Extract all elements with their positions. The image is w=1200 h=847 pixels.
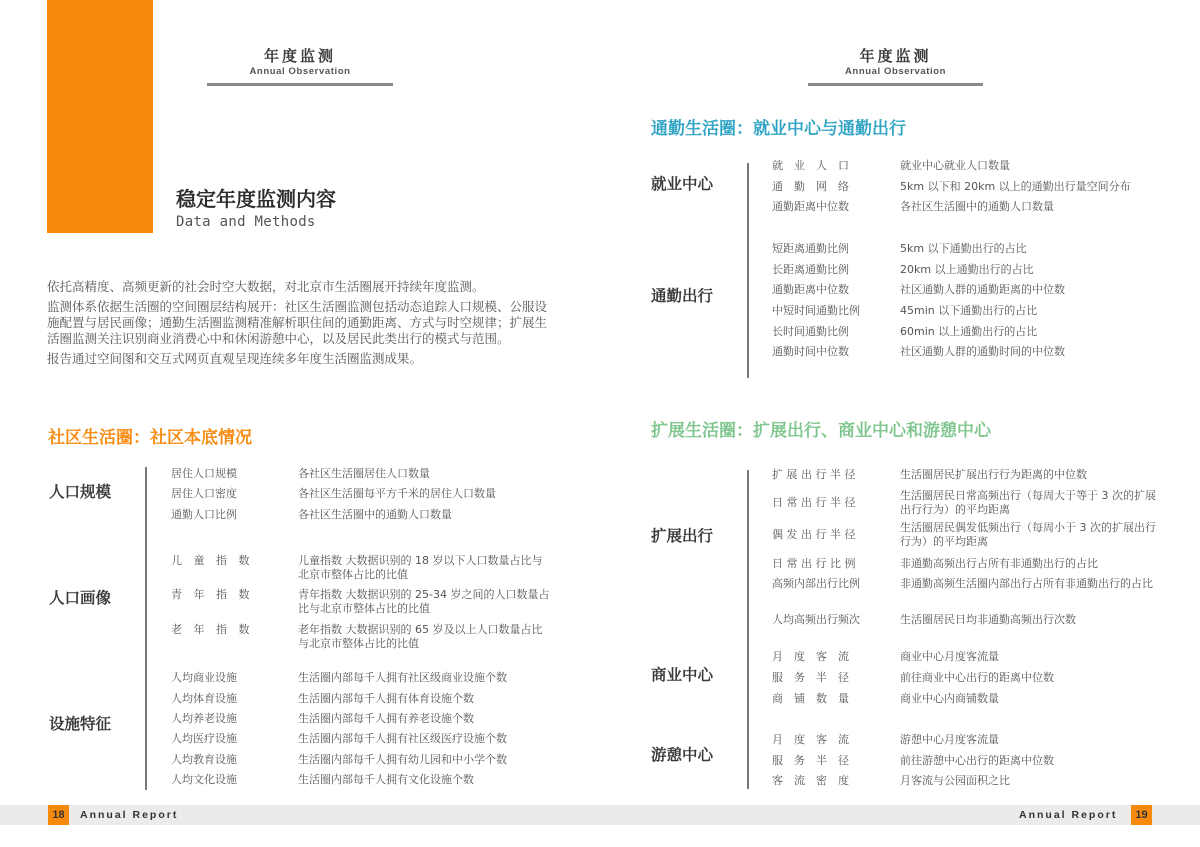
metric-name: 服 务 半 径 xyxy=(772,671,849,684)
metric-desc: 社区通勤人群的通勤时间的中位数 xyxy=(900,345,1065,358)
table-row xyxy=(772,180,1170,194)
metric-desc: 商业中心内商铺数量 xyxy=(900,692,999,705)
metric-desc: 生活圈居民扩展出行行为距离的中位数 xyxy=(900,468,1087,481)
metric-desc: 生活圈内部每千人拥有社区级医疗设施个数 xyxy=(298,732,507,745)
table-row xyxy=(772,263,1170,277)
table-row xyxy=(772,521,1158,549)
metric-name: 居住人口规模 xyxy=(171,467,237,480)
metric-desc: 就业中心就业人口数量 xyxy=(900,159,1010,172)
header-title-en: Annual Observation xyxy=(249,66,351,77)
metric-desc: 各社区生活圈居住人口数量 xyxy=(298,467,430,480)
table-row xyxy=(171,732,558,746)
metric-name: 老 年 指 数 xyxy=(171,623,254,636)
metric-desc: 各社区生活圈中的通勤人口数量 xyxy=(900,200,1054,213)
header-rule xyxy=(808,83,983,86)
metric-desc: 5km 以下通勤出行的占比 xyxy=(900,242,1027,255)
metric-name: 长时间通勤比例 xyxy=(772,325,849,338)
page-number-right: 19 xyxy=(1131,805,1152,825)
group-label-extended-travel: 扩展出行 xyxy=(651,527,714,545)
metric-desc: 60min 以上通勤出行的占比 xyxy=(900,325,1038,338)
table-row xyxy=(772,650,1158,664)
page-subtitle: Data and Methods xyxy=(176,214,316,230)
divider-line xyxy=(747,163,749,378)
table-row xyxy=(772,613,1158,627)
header-rule xyxy=(207,83,393,86)
metric-name: 青 年 指 数 xyxy=(171,588,254,601)
group-label-population-scale: 人口规模 xyxy=(49,483,112,501)
metric-desc: 生活圈内部每千人拥有养老设施个数 xyxy=(298,712,474,725)
metric-name: 人均体育设施 xyxy=(171,692,237,705)
metric-name: 通勤时间中位数 xyxy=(772,345,849,358)
header-title-en: Annual Observation xyxy=(844,66,947,77)
intro-text xyxy=(47,279,557,371)
metric-name: 人均商业设施 xyxy=(171,671,237,684)
orange-accent-bar xyxy=(47,0,153,233)
table-row xyxy=(171,692,558,706)
metric-name: 日 常 出 行 半 径 xyxy=(772,496,856,509)
metric-name: 人均医疗设施 xyxy=(171,732,237,745)
metric-desc: 各社区生活圈中的通勤人口数量 xyxy=(298,508,452,521)
table-row xyxy=(772,577,1158,591)
page-title: 稳定年度监测内容 xyxy=(176,187,336,211)
table-row xyxy=(171,487,558,501)
metric-desc: 非通勤高频出行占所有非通勤出行的占比 xyxy=(900,557,1098,570)
table-row xyxy=(171,753,558,767)
table-row xyxy=(772,159,1170,173)
metric-name: 长距离通勤比例 xyxy=(772,263,849,276)
table-row xyxy=(772,489,1158,517)
page-number-left: 18 xyxy=(48,805,69,825)
metric-name: 扩 展 出 行 半 径 xyxy=(772,468,856,481)
metric-name: 商 铺 数 量 xyxy=(772,692,849,705)
table-row xyxy=(171,773,558,787)
metric-desc: 社区通勤人群的通勤距离的中位数 xyxy=(900,283,1065,296)
table-row xyxy=(772,242,1170,256)
metric-name: 服 务 半 径 xyxy=(772,754,849,767)
table-row xyxy=(772,754,1158,768)
table-row xyxy=(772,733,1158,747)
table-row xyxy=(171,623,553,651)
group-label-population-profile: 人口画像 xyxy=(49,589,112,607)
intro-paragraph: 监测体系依据生活圈的空间圈层结构展开：社区生活圈监测包括动态追踪人口规模、公服设施配置与居民画像；通勤生活圈监测精准解析职住间的通勤距离、方式与时空规律；扩展生活圈监测关注识别商业消费心中和休闲游憩中心，以及居民此类出行的模式与范围。 xyxy=(47,299,548,346)
metric-name: 高频内部出行比例 xyxy=(772,577,860,590)
metric-desc: 生活圈内部每千人拥有文化设施个数 xyxy=(298,773,474,786)
footer-label-left: Annual Report xyxy=(80,809,179,821)
table-row xyxy=(171,588,553,616)
right-page-header xyxy=(808,47,983,86)
metric-name: 儿 童 指 数 xyxy=(171,554,254,567)
section-title-extended: 扩展生活圈：扩展出行、商业中心和游憩中心 xyxy=(651,421,991,441)
metric-name: 日 常 出 行 比 例 xyxy=(772,557,856,570)
table-row xyxy=(772,200,1170,214)
table-row xyxy=(772,557,1158,571)
divider-line xyxy=(747,470,749,789)
left-page-header xyxy=(207,47,393,86)
metric-name: 偶 发 出 行 半 径 xyxy=(772,528,856,541)
metric-name: 月 度 客 流 xyxy=(772,733,849,746)
header-title-cn: 年度监测 xyxy=(859,47,932,65)
group-label-employment-center: 就业中心 xyxy=(651,175,714,193)
metric-name: 短距离通勤比例 xyxy=(772,242,849,255)
metric-desc: 月客流与公园面积之比 xyxy=(900,774,1010,787)
metric-name: 通勤人口比例 xyxy=(171,508,237,521)
table-row xyxy=(772,283,1170,297)
table-row xyxy=(171,467,558,481)
metric-name: 通勤距离中位数 xyxy=(772,200,849,213)
table-row xyxy=(772,692,1158,706)
metric-name: 通勤距离中位数 xyxy=(772,283,849,296)
metric-desc: 45min 以下通勤出行的占比 xyxy=(900,304,1038,317)
metric-name: 人均养老设施 xyxy=(171,712,237,725)
table-row xyxy=(772,325,1170,339)
divider-line xyxy=(145,467,147,790)
section-title-commute: 通勤生活圈：就业中心与通勤出行 xyxy=(651,119,906,139)
header-title-cn: 年度监测 xyxy=(263,47,336,65)
metric-name: 人均文化设施 xyxy=(171,773,237,786)
metric-desc: 5km 以下和 20km 以上的通勤出行量空间分布 xyxy=(900,180,1131,193)
table-row xyxy=(171,712,558,726)
intro-paragraph: 依托高精度、高频更新的社会时空大数据，对北京市生活圈展开持续年度监测。 xyxy=(47,279,485,294)
metric-desc: 生活圈居民日常高频出行（每周大于等于 3 次的扩展出行行为）的平均距离 xyxy=(900,489,1156,516)
metric-desc: 游憩中心月度客流量 xyxy=(900,733,999,746)
section-title-community: 社区生活圈：社区本底情况 xyxy=(48,428,252,448)
group-label-facilities: 设施特征 xyxy=(49,715,112,733)
table-row xyxy=(772,345,1170,359)
metric-desc: 各社区生活圈每平方千米的居住人口数量 xyxy=(298,487,496,500)
metric-desc: 商业中心月度客流量 xyxy=(900,650,999,663)
group-label-recreation-center: 游憩中心 xyxy=(651,746,714,764)
metric-name: 月 度 客 流 xyxy=(772,650,849,663)
metric-desc: 前往游憩中心出行的距离中位数 xyxy=(900,754,1054,767)
metric-desc: 儿童指数 大数据识别的 18 岁以下人口数量占比与北京市整体占比的比值 xyxy=(298,554,543,581)
metric-desc: 前往商业中心出行的距离中位数 xyxy=(900,671,1054,684)
table-row xyxy=(171,554,553,582)
metric-name: 中短时间通勤比例 xyxy=(772,304,860,317)
group-label-commute-travel: 通勤出行 xyxy=(651,287,714,305)
metric-name: 客 流 密 度 xyxy=(772,774,849,787)
intro-paragraph: 报告通过空间图和交互式网页直观呈现连续多年度生活圈监测成果。 xyxy=(47,351,423,366)
metric-desc: 生活圈内部每千人拥有幼儿园和中小学个数 xyxy=(298,753,507,766)
table-row xyxy=(772,671,1158,685)
page-title-block xyxy=(176,186,336,232)
metric-desc: 生活圈居民日均非通勤高频出行次数 xyxy=(900,613,1076,626)
table-row xyxy=(772,774,1158,788)
metric-name: 居住人口密度 xyxy=(171,487,237,500)
table-row xyxy=(772,304,1170,318)
table-row xyxy=(772,468,1158,482)
metric-name: 人均教育设施 xyxy=(171,753,237,766)
metric-desc: 老年指数 大数据识别的 65 岁及以上人口数量占比与北京市整体占比的比值 xyxy=(298,623,543,650)
table-row xyxy=(171,671,558,685)
metric-desc: 生活圈内部每千人拥有社区级商业设施个数 xyxy=(298,671,507,684)
metric-desc: 20km 以上通勤出行的占比 xyxy=(900,263,1034,276)
table-row xyxy=(171,508,558,522)
metric-desc: 青年指数 大数据识别的 25-34 岁之间的人口数量占比与北京市整体占比的比值 xyxy=(298,588,550,615)
group-label-commercial-center: 商业中心 xyxy=(651,666,714,684)
metric-desc: 生活圈居民偶发低频出行（每周小于 3 次的扩展出行行为）的平均距离 xyxy=(900,521,1156,548)
metric-desc: 生活圈内部每千人拥有体育设施个数 xyxy=(298,692,474,705)
metric-desc: 非通勤高频生活圈内部出行占所有非通勤出行的占比 xyxy=(900,577,1153,590)
metric-name: 就 业 人 口 xyxy=(772,159,849,172)
metric-name: 人均高频出行频次 xyxy=(772,613,860,626)
footer-label-right: Annual Report xyxy=(1019,809,1118,821)
metric-name: 通 勤 网 络 xyxy=(772,180,849,193)
